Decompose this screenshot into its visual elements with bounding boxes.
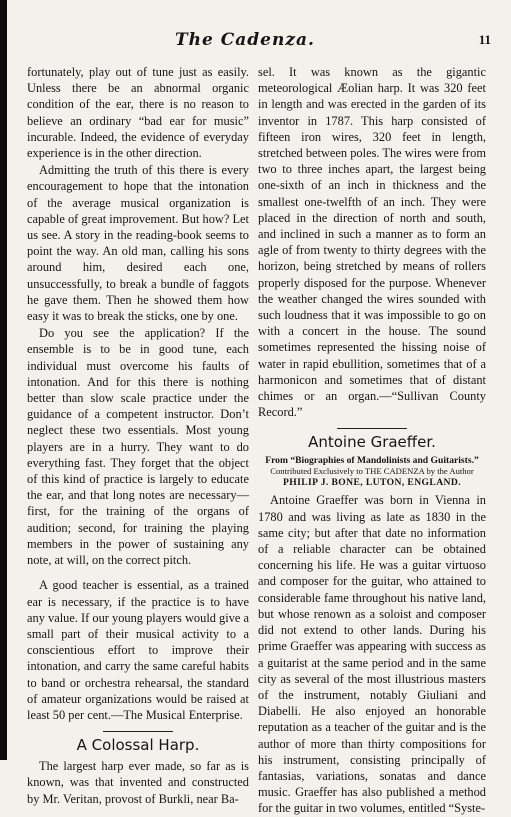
byline-author: PHILIP J. BONE, LUTON, ENGLAND.: [282, 477, 461, 489]
body-paragraph: sel. It was known as the gigantic meteorological Æolian harp. It was 320 feet in length and was erected in the garden of its inventor in 1787. This harp consisted of fifteen iron wires, 320 feet in length, stretched between poles. The wires were from two to three inches apart, the largest being one-sixth of an inch in thickness and the smallest one-twelfth of an inch. They were placed in the direction of north and south, and inclined in such a manner as to form an agle of from twenty to thirty degrees with the horizon, being stretched by means of rollers properly disposed for the purpose. Whenever the weather changed the wires sounded with such loudness that it was impossible to go on with a concert in the house. The sound sometimes represented the hissing noise of water in rapid ebullition, sometimes that of a harmonicon and sometimes that of distant chimes or an organ.—“Sullivan County Record.”: [258, 65, 486, 420]
page-header: [7, 30, 511, 52]
body-paragraph: Admitting the truth of this there is every encouragement to hope that the intonation of the average musical organization is capable of great improvement. But how? Let us see. A story in the reading-book seems to point the way. An old man, calling his sons around him, desired each one, unsuccessfully, to break a bundle of faggots he gave them. Then he showed them how easy it was to break the sticks, one by one.: [27, 163, 249, 324]
byline-contribution-note: Contributed Exclusively to THE CADENZA by the Author: [270, 466, 474, 477]
byline-source: From “Biographies of Mandolinists and Guitarists.”: [265, 455, 479, 467]
body-paragraph: Antoine Graeffer was born in Vienna in 1780 and was living as late as 1830 in the same city; but after that date no information of a reliable character can be obtained concerning his life. He was a guitar virtuoso and composer for the guitar, who attained to considerable fame throughout his native land, but whose renown as a soloist and composer did not extend to other lands. During his prime Graeffer was appearing with success as a guitarist at the same period and in the same city as several of the most illustrious masters of the instrument, notably Giuliani and Diabelli. He also enjoyed an honorable reputation as a teacher of the guitar and is the author of more than thirty compositions for his instrument, consisting principally of fantasias, variations, sonatas and dance music. Graeffer has also published a method for the guitar in two volumes, entitled “Syste-: [258, 493, 486, 816]
page-number: 11: [478, 32, 491, 47]
masthead-title: The Cadenza.: [175, 30, 315, 50]
section-divider: [103, 731, 173, 732]
section-title-antoine-graeffer: Antoine Graeffer.: [308, 433, 436, 452]
body-paragraph: A good teacher is essential, as a trained ear is necessary, if the practice is to have any value. If our young players would give a small part of their musical activity to a conscientious effort to improve their intonation, and carry the same careful habits to band or orchestra rehearsal, the standard of amateur organizations would be raised at least 50 per cent.—The Musical Enterprise.: [27, 578, 249, 722]
section-divider: [337, 428, 407, 429]
body-paragraph: Do you see the application? If the ensemble is to be in good tune, each individual must overcome his faults of intonation. And for this there is nothing better than slow scale practice under the guidance of a competent instructor. Don’t neglect these two essentials. Most young players are in a hurry. They want to do everything fast. They forget that the object of this kind of practice is largely to educate the ear, and that long notes are necessary—first, for the training of the organs of audition; second, for training the playing members in the power of sustaining any note, at will, on the correct pitch.: [27, 326, 249, 568]
body-paragraph: fortunately, play out of tune just as easily. Unless there be an abnormal organic condition of the ear, there is no reason to believe an ordinary “bad ear for music” incurable. Indeed, the evidence of everyday experience is in the other direction.: [27, 65, 249, 161]
body-paragraph: The largest harp ever made, so far as is known, was that invented and constructed by Mr. Veritan, provost of Burkli, near Ba-: [27, 759, 249, 806]
left-column: [27, 64, 249, 807]
section-title-colossal-harp: A Colossal Harp.: [76, 736, 200, 755]
right-column: [258, 64, 486, 817]
